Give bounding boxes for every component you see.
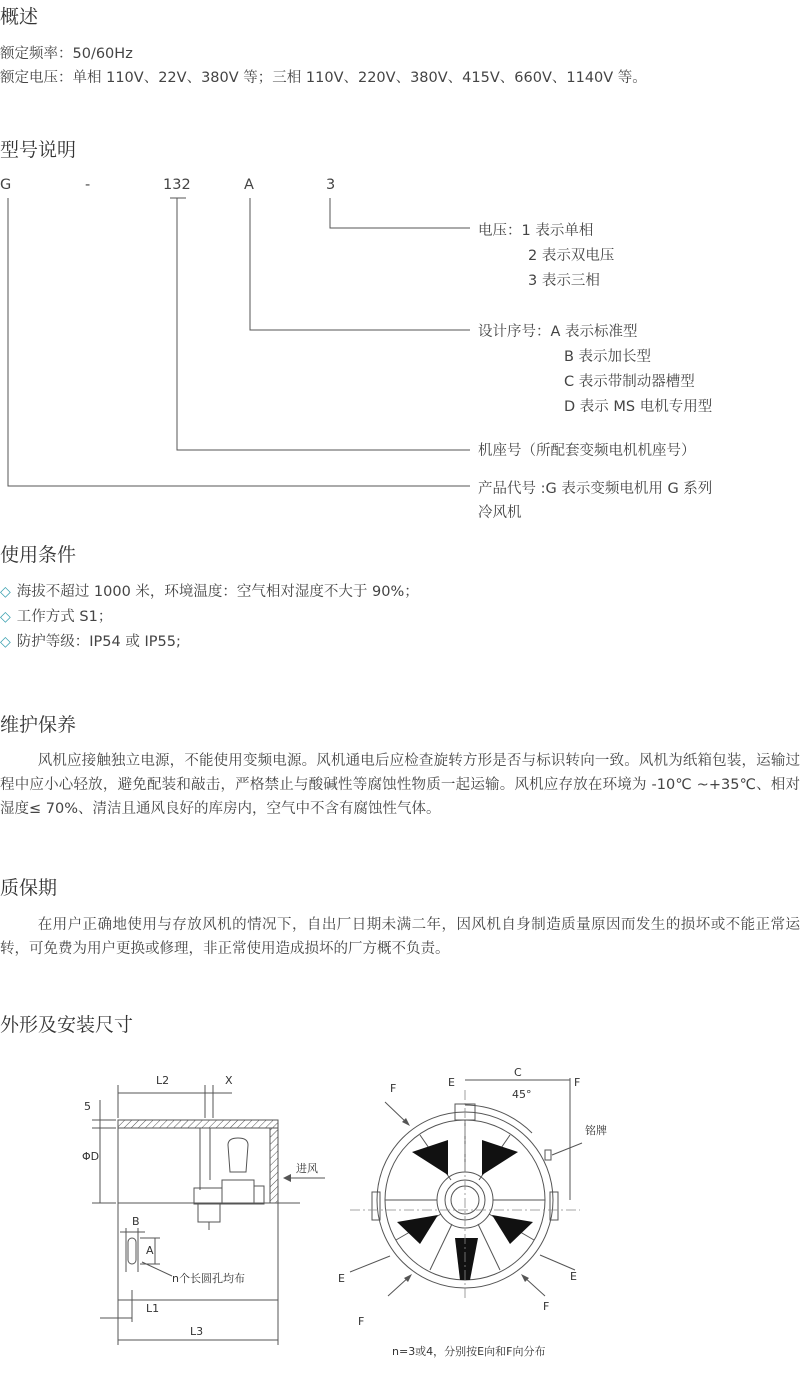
dim-b: B bbox=[132, 1215, 140, 1228]
dim-c: C bbox=[514, 1066, 522, 1079]
model-code-3: 3 bbox=[326, 177, 336, 193]
design-opt-c: C 表示带制动器槽型 bbox=[564, 374, 695, 390]
model-code-g: G bbox=[0, 177, 12, 193]
overview-title: 概述 bbox=[0, 6, 39, 28]
nameplate-label: 铭牌 bbox=[585, 1124, 607, 1137]
model-code-132: 132 bbox=[163, 177, 191, 193]
condition-item: ◇ 海拔不超过 1000 米，环境温度：空气相对湿度不大于 90%； bbox=[0, 584, 419, 600]
distribution-note: n=3或4，分别按E向和F向分布 bbox=[392, 1345, 546, 1358]
design-opt-b: B 表示加长型 bbox=[564, 349, 652, 365]
label-f-lower-left: F bbox=[358, 1315, 365, 1328]
dim-x: X bbox=[225, 1074, 233, 1087]
label-f-upper-left: F bbox=[390, 1082, 397, 1095]
inlet-label: 进风 bbox=[296, 1162, 318, 1175]
dim-l2: L2 bbox=[156, 1074, 170, 1087]
voltage-opt-3: 3 表示三相 bbox=[528, 273, 600, 289]
dim-l3: L3 bbox=[190, 1325, 204, 1338]
voltage-label: 电压：1 表示单相 bbox=[478, 223, 594, 239]
conditions-title: 使用条件 bbox=[0, 544, 77, 566]
maintenance-text: 风机应接触独立电源，不能使用变频电源。风机通电后应检查旋转方形是否与标识转向一致。风机为纸箱包装，运输过程中应小心轻放，避免配装和敲击，严格禁止与酸碱性等腐蚀性物质一起运输。风机应存放在环境为 -10℃ ~+35℃、相对湿度≤ 70%、清洁且通风良好的库房内，空气中不含有腐蚀性气体。 bbox=[0, 753, 800, 817]
design-opt-d: D 表示 MS 电机专用型 bbox=[564, 399, 713, 415]
warranty-text: 在用户正确地使用与存放风机的情况下，自出厂日期未满二年，因风机自身制造质量原因而发生的损坏或不能正常运转，可免费为用户更换或修理，非正常使用造成损坏的厂方概不负责。 bbox=[0, 917, 800, 957]
product-label-cont: 冷风机 bbox=[478, 505, 522, 521]
maintenance-title: 维护保养 bbox=[0, 714, 77, 736]
diamond-bullet-icon: ◇ bbox=[0, 634, 11, 650]
rated-voltage: 额定电压：单相 110V、22V、380V 等；三相 110V、220V、380V、415V、660V、1140V 等。 bbox=[0, 70, 647, 86]
front-view-drawing bbox=[350, 1078, 582, 1300]
label-e-right: E bbox=[570, 1270, 577, 1283]
angle-label: 45° bbox=[512, 1088, 532, 1101]
warranty-title: 质保期 bbox=[0, 877, 58, 899]
label-f-lower-right: F bbox=[543, 1300, 550, 1313]
condition-item: ◇ 工作方式 S1； bbox=[0, 609, 113, 625]
label-e-left: E bbox=[338, 1272, 345, 1285]
base-label: 机座号（所配套变频电机机座号） bbox=[478, 443, 696, 459]
dim-phid: ΦD bbox=[82, 1150, 100, 1163]
model-title: 型号说明 bbox=[0, 139, 77, 161]
holes-label: n个长圆孔均布 bbox=[172, 1272, 245, 1285]
rated-frequency: 额定频率：50/60Hz bbox=[0, 46, 133, 62]
dim-l1: L1 bbox=[146, 1302, 160, 1315]
dim-a: A bbox=[146, 1244, 154, 1257]
dimensions-title: 外形及安装尺寸 bbox=[0, 1014, 134, 1036]
label-e-top: E bbox=[448, 1076, 455, 1089]
voltage-opt-2: 2 表示双电压 bbox=[528, 248, 615, 264]
design-label: 设计序号：A 表示标准型 bbox=[478, 324, 638, 340]
diamond-bullet-icon: ◇ bbox=[0, 584, 11, 600]
dim-5: 5 bbox=[84, 1100, 91, 1113]
label-f-top: F bbox=[574, 1076, 581, 1089]
model-code-dash: - bbox=[85, 177, 91, 193]
condition-item: ◇ 防护等级：IP54 或 IP55; bbox=[0, 634, 181, 650]
product-label: 产品代号 :G 表示变频电机用 G 系列 bbox=[478, 481, 713, 497]
diamond-bullet-icon: ◇ bbox=[0, 609, 11, 625]
model-code-a: A bbox=[244, 177, 254, 193]
side-view-drawing bbox=[92, 1085, 325, 1345]
